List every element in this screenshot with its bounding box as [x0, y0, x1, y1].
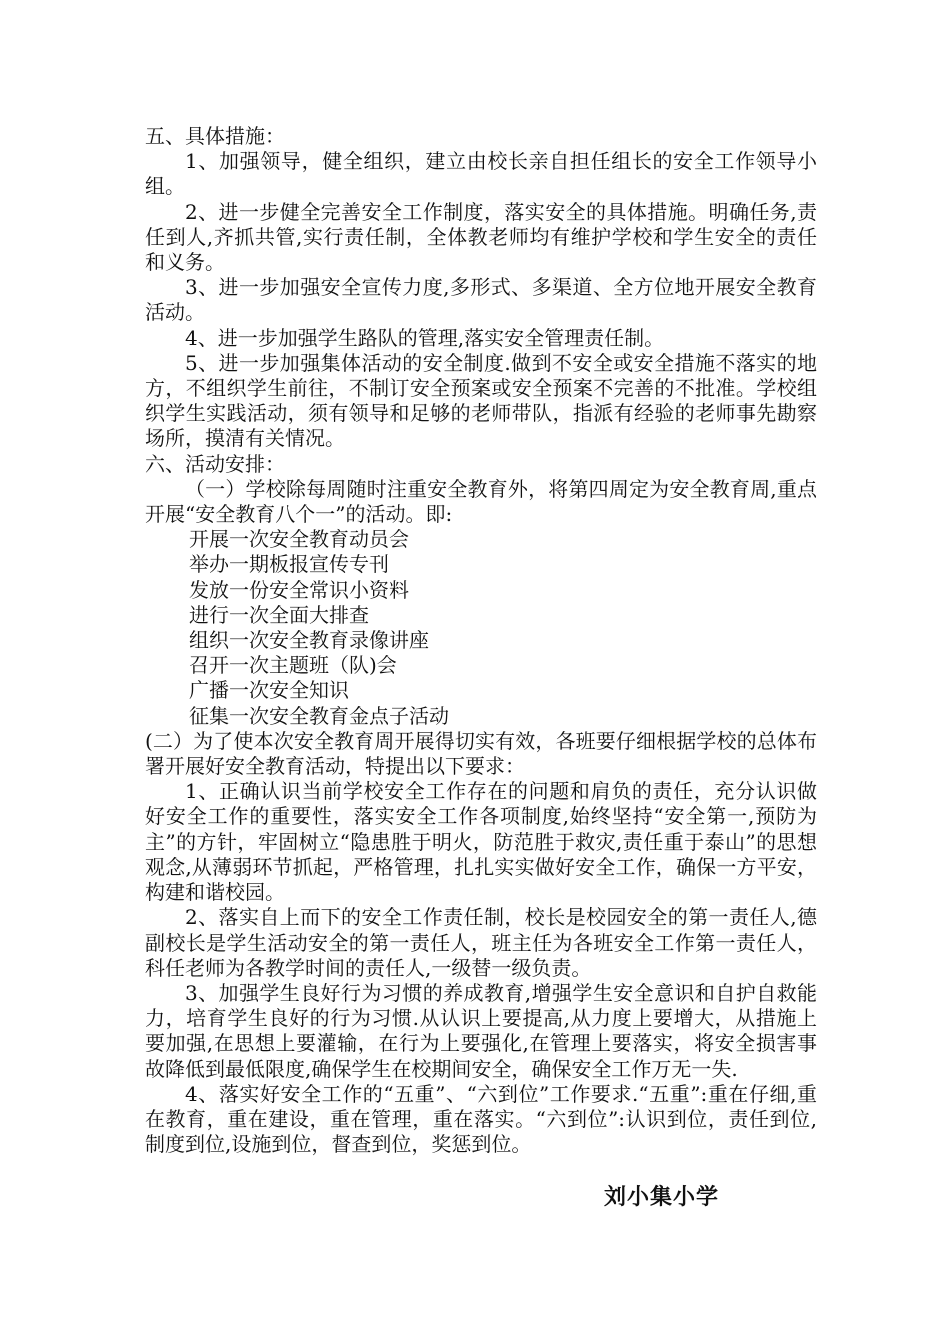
requirement-item-4: 4、落实好安全工作的“五重”、“六到位”工作要求.“五重”:重在仔细,重在教育，重在建设，重在管理，重在落实。“六到位”:认识到位，责任到位,制度到位,设施到位，督查到位，奖惩到位。: [145, 1081, 817, 1157]
activity-item-8: 征集一次安全教育金点子活动: [189, 703, 449, 728]
activity-item-3: 发放一份安全常识小资料: [189, 577, 409, 602]
school-signature: 刘小集小学: [604, 1185, 720, 1210]
requirement-item-3: 3、加强学生良好行为习惯的养成教育,增强学生安全意识和自护自救能力，培育学生良好的行为习惯.从认识上要提高,从力度上要增大，从措施上要加强,在思想上要灌输，在行为上要强化,在管理上要落实，将安全损害事故降低到最低限度,确保学生在校期间安全，确保安全工作万无一失.: [145, 980, 817, 1081]
activity-item-2: 举办一期板报宣传专刊: [189, 552, 389, 577]
document-body: [145, 124, 817, 1157]
activity-item-5: 组织一次安全教育录像讲座: [189, 628, 429, 653]
measure-item-3: 3、进一步加强安全宣传力度,多形式、多渠道、全方位地开展安全教育活动。: [145, 275, 817, 325]
measure-item-1: 1、加强领导，健全组织，建立由校长亲自担任组长的安全工作领导小组。: [145, 149, 817, 199]
part-1-intro: （一）学校除每周随时注重安全教育外，将第四周定为安全教育周,重点开展“安全教育八个一”的活动。即:: [145, 476, 817, 527]
activity-item-1: 开展一次安全教育动员会: [189, 527, 409, 552]
section-5-heading: 五、具体措施：: [145, 124, 285, 148]
measure-item-2: 2、进一步健全完善安全工作制度，落实安全的具体措施。明确任务,责任到人,齐抓共管,实行责任制，全体教老师均有维护学校和学生安全的责任和义务。: [145, 199, 817, 275]
measure-item-5: 5、进一步加强集体活动的安全制度.做到不安全或安全措施不落实的地方，不组织学生前往，不制订安全预案或安全预案不完善的不批准。学校组织学生实践活动，须有领导和足够的老师带队，指派有经验的老师事先勘察场所，摸清有关情况。: [145, 350, 817, 451]
measure-item-4: 4、进一步加强学生路队的管理,落实安全管理责任制。: [185, 325, 665, 350]
requirement-item-2: 2、落实自上而下的安全工作责任制，校长是校园安全的第一责任人,德副校长是学生活动安全的第一责任人，班主任为各班安全工作第一责任人，科任老师为各教学时间的责任人,一级替一级负责。: [145, 905, 817, 980]
activity-item-4: 进行一次全面大排查: [189, 602, 369, 627]
section-6-heading: 六、活动安排：: [145, 451, 285, 476]
activity-item-6: 召开一次主题班（队)会: [189, 653, 397, 678]
part-2-intro: (二）为了使本次安全教育周开展得切实有效，各班要仔细根据学校的总体布署开展好安全教育活动，特提出以下要求：: [145, 728, 817, 779]
requirement-item-1: 1、正确认识当前学校安全工作存在的问题和肩负的责任，充分认识做好安全工作的重要性，落实安全工作各项制度,始终坚持“安全第一,预防为主”的方针，牢固树立“隐患胜于明火，防范胜于救灾,责任重于泰山”的思想观念,从薄弱环节抓起，严格管理，扎扎实实做好安全工作，确保一方平安，构建和谐校园。: [145, 779, 817, 905]
activity-item-7: 广播一次安全知识: [189, 678, 349, 703]
